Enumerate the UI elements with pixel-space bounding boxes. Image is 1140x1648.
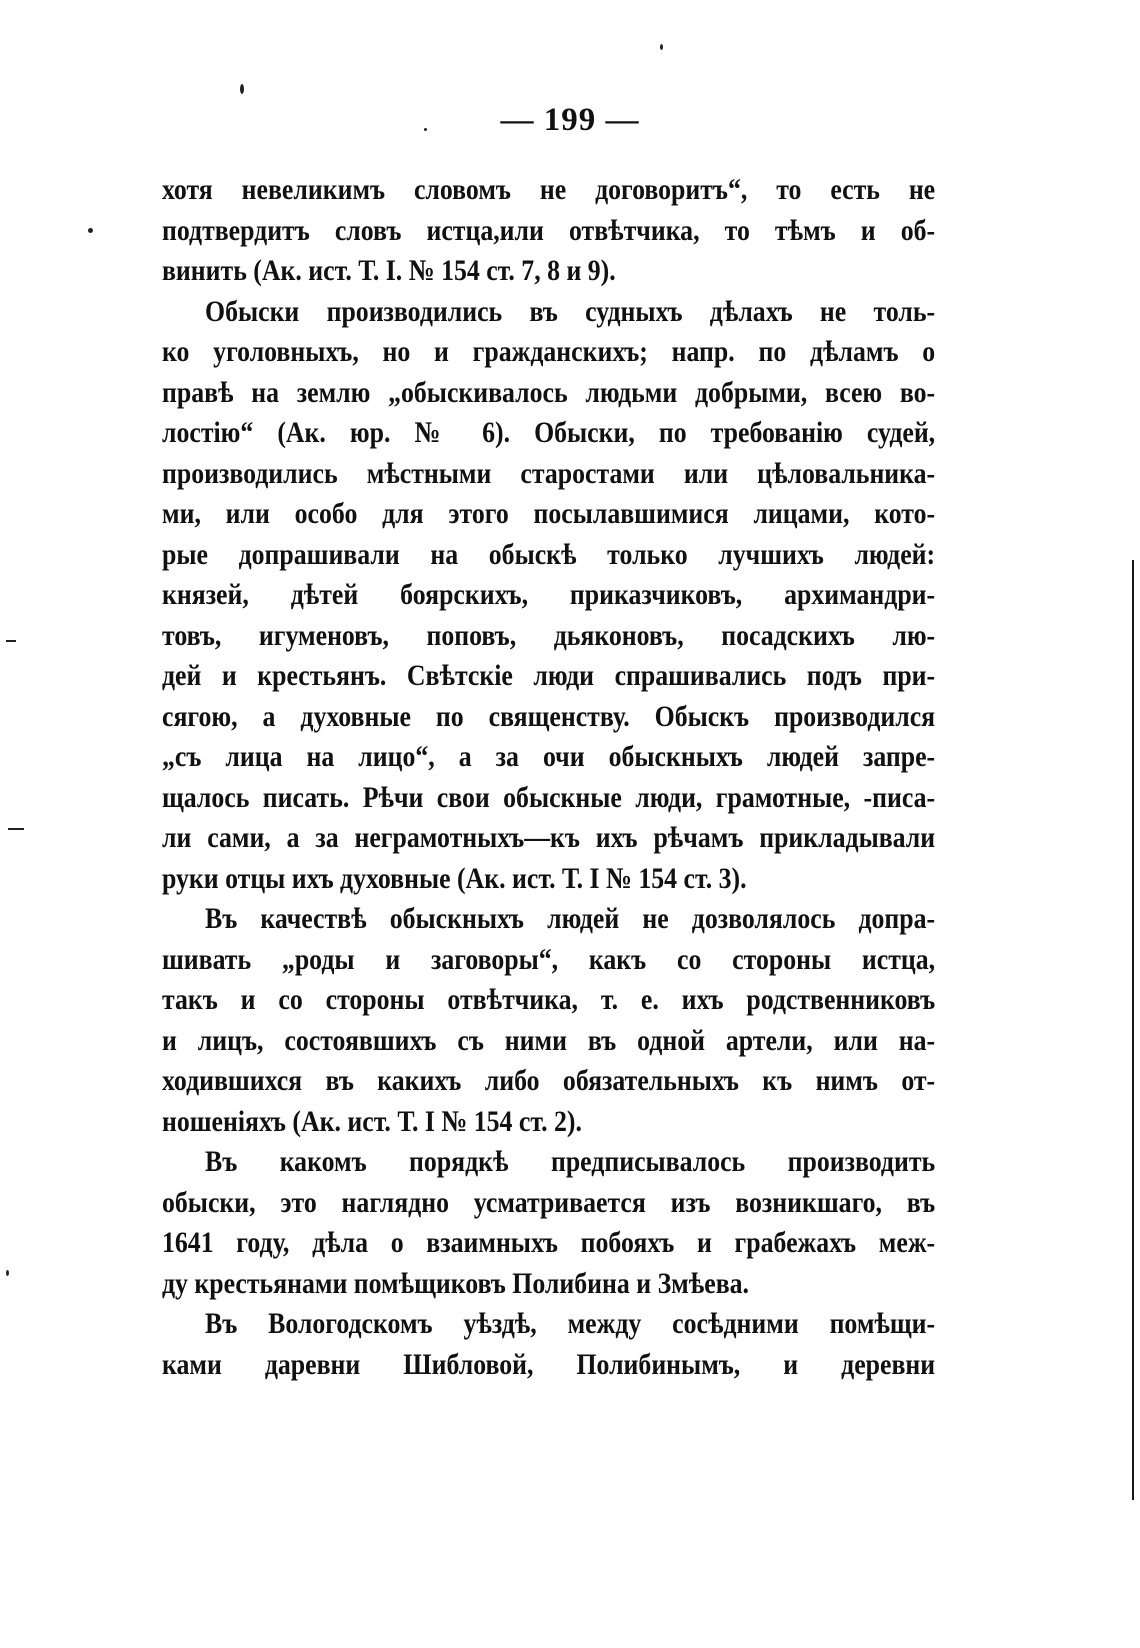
text-line: „съ лица на лицо“, а за очи обыскныхъ людей запре- bbox=[162, 740, 936, 773]
text-line: ми, или особо для этого посылавшимися лицами, кото- bbox=[162, 497, 936, 530]
text-line: ношеніяхъ (Ак. ист. Т. I № 154 ст. 2). bbox=[162, 1104, 582, 1138]
text-line: ду крестьянами помѣщиковъ Полибина и Змѣева. bbox=[162, 1266, 749, 1300]
text-line: ходившихся въ какихъ либо обязательныхъ къ нимъ от- bbox=[162, 1064, 936, 1097]
text-line: производились мѣстными старостами или цѣловальника- bbox=[162, 456, 936, 490]
text-line: хотя невеликимъ словомъ не договоритъ“, то есть не bbox=[162, 173, 936, 206]
text-line: обыски, это наглядно усматривается изъ возникшаго, въ bbox=[162, 1185, 936, 1219]
text-line: сягою, а духовные по священству. Обыскъ производился bbox=[162, 699, 936, 733]
text-line: дей и крестьянъ. Свѣтскіе люди спрашивались подъ при- bbox=[162, 659, 936, 692]
scan-speck bbox=[240, 84, 244, 94]
page-number: — 199 — bbox=[500, 102, 640, 138]
text-line: такъ и со стороны отвѣтчика, т. е. ихъ родственниковъ bbox=[162, 983, 936, 1016]
scan-speck bbox=[424, 128, 427, 131]
text-line: 1641 году, дѣла о взаимныхъ побояхъ и грабежахъ меж- bbox=[162, 1226, 936, 1259]
text-line: и лицъ, состоявшихъ съ ними въ одной артели, или на- bbox=[162, 1023, 936, 1057]
scan-speck bbox=[88, 228, 93, 233]
text-line: Обыски производились въ судныхъ дѣлахъ не толь- bbox=[205, 294, 936, 328]
text-line: князей, дѣтей боярскихъ, приказчиковъ, архимандри- bbox=[162, 578, 936, 611]
text-line: ками даревни Шибловой, Полибинымъ, и деревни bbox=[162, 1347, 936, 1381]
text-line: правѣ на землю „обыскивалось людьми добрыми, всею во- bbox=[162, 375, 936, 409]
scan-speck bbox=[6, 1270, 9, 1276]
text-line: щалось писать. Рѣчи свои обыскные люди, грамотные, -писа- bbox=[162, 780, 936, 814]
text-line: ли сами, а за неграмотныхъ—къ ихъ рѣчамъ прикладывали bbox=[162, 821, 936, 854]
text-line: руки отцы ихъ духовные (Ак. ист. Т. I № 154 ст. 3). bbox=[162, 861, 747, 895]
body-text bbox=[162, 170, 937, 1385]
text-line: винить (Ак. ист. Т. I. № 154 ст. 7, 8 и 9). bbox=[162, 254, 616, 287]
text-line: товъ, игуменовъ, поповъ, дьяконовъ, посадскихъ лю- bbox=[162, 618, 936, 652]
page-edge-rule bbox=[1132, 560, 1134, 1500]
scan-speck bbox=[660, 44, 663, 50]
text-line: рые допрашивали на обыскѣ только лучшихъ людей: bbox=[162, 537, 936, 571]
text-line: лостію“ (Ак. юр. № 6). Обыски, по требованію судей, bbox=[162, 416, 936, 449]
text-line: Въ какомъ порядкѣ предписывалось производить bbox=[205, 1145, 936, 1178]
scan-speck bbox=[8, 828, 24, 830]
text-line: ко уголовныхъ, но и гражданскихъ; напр. по дѣламъ о bbox=[162, 335, 936, 368]
text-line: Въ качествѣ обыскныхъ людей не дозволялось допра- bbox=[205, 902, 936, 935]
scan-speck bbox=[6, 640, 16, 642]
text-line: шивать „роды и заговоры“, какъ со стороны истца, bbox=[162, 942, 936, 976]
text-line: подтвердитъ словъ истца,или отвѣтчика, то тѣмъ и об- bbox=[162, 213, 936, 247]
text-line: Въ Вологодскомъ уѣздѣ, между сосѣдними помѣщи- bbox=[205, 1307, 936, 1340]
